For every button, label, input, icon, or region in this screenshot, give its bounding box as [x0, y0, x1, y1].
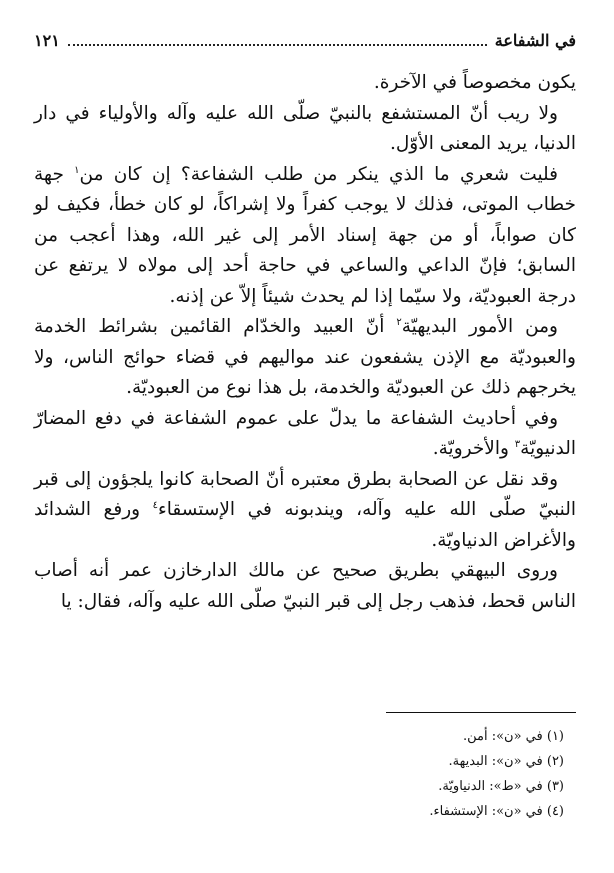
paragraph-text: وفي أحاديث الشفاعة ما يدلّ على عموم الشفاعة في دفع المضارّ الدنيويّة — [34, 407, 576, 459]
header-dot-leader — [68, 34, 487, 46]
paragraph-text: وروى البيهقي بطريق صحيح عن مالك الدارخازن عمر أنه أصاب الناس قحط، فذهب رجل إلى قبر النبيّ صلّى الله عليه وآله، فقال: يا — [34, 560, 576, 612]
footnote: (٣) في «ط»: الدنياويّة. — [438, 779, 564, 794]
paragraph — [34, 404, 576, 465]
paragraph-text: ومن الأمور البديهيّة — [401, 316, 558, 337]
paragraph-text: وقد نقل عن الصحابة بطرق معتبره أنّ الصحابة كانوا يلجؤون إلى قبر النبيّ صلّى الله عليه وآله، ويندبونه في الإستسقاء — [34, 468, 577, 520]
footnote-marker: ١ — [74, 164, 80, 176]
page-number: ١٢١ — [34, 30, 60, 50]
footnote: (١) في «ن»: أمن. — [462, 729, 564, 744]
footnotes — [34, 724, 564, 824]
paragraph-text: ورفع الشدائد والأغراض الدنياويّة. — [34, 499, 576, 551]
paragraph-text: أنّ العبيد والخدّام القائمين بشرائط الخدمة والعبوديّة مع الإذن يشفعون عند مواليهم في قضاء حوائج الناس، ولا يخرجهم ذلك عن العبوديّة والخدمة، بل هذا نوع من العبوديّة. — [34, 316, 576, 398]
paragraph-text: ولا ريب أنّ المستشفع بالنبيّ صلّى الله عليه وآله والأولياء في دار الدنيا، يريد المعنى الأوّل. — [34, 102, 576, 154]
footnote-marker: ٢ — [396, 316, 402, 328]
footnote-marker: ٤ — [152, 499, 159, 511]
paragraph — [34, 160, 576, 313]
chapter-title: في الشفاعة — [494, 30, 576, 50]
paragraph — [34, 68, 576, 99]
paragraph-text: يكون مخصوصاً في الآخرة. — [373, 72, 576, 93]
main-text — [34, 68, 576, 617]
paragraph — [34, 99, 576, 160]
paragraph-text: والأخرويّة. — [432, 438, 515, 459]
paragraph — [34, 465, 576, 557]
paragraph-text: فليت شعري ما الذي ينكر من طلب الشفاعة؟ إن كان من — [79, 163, 558, 185]
paragraph-text: جهة خطاب الموتى، فذلك لا يوجب كفراً ولا إشراكاً، لو كان خطأ، فكيف لو كان صواباً، أو من جهة إسناد الأمر إلى غير الله، وهذا أعجب من السابق؛ فإنّ الداعي والساعي في حاجة أحد إلى مولاه لا يرتفع عن درجة العبوديّة، ولا سيّما إذا لم يحدث شيئاً إلاّ عن إذنه. — [34, 163, 576, 307]
footnote: (٤) في «ن»: الإستشفاء. — [429, 804, 564, 819]
running-header — [34, 28, 576, 52]
footnote-divider — [386, 712, 576, 713]
footnote-marker: ٣ — [514, 438, 521, 450]
footnote: (٢) في «ن»: البديهة. — [448, 754, 564, 769]
paragraph — [34, 312, 576, 404]
paragraph — [34, 556, 576, 617]
